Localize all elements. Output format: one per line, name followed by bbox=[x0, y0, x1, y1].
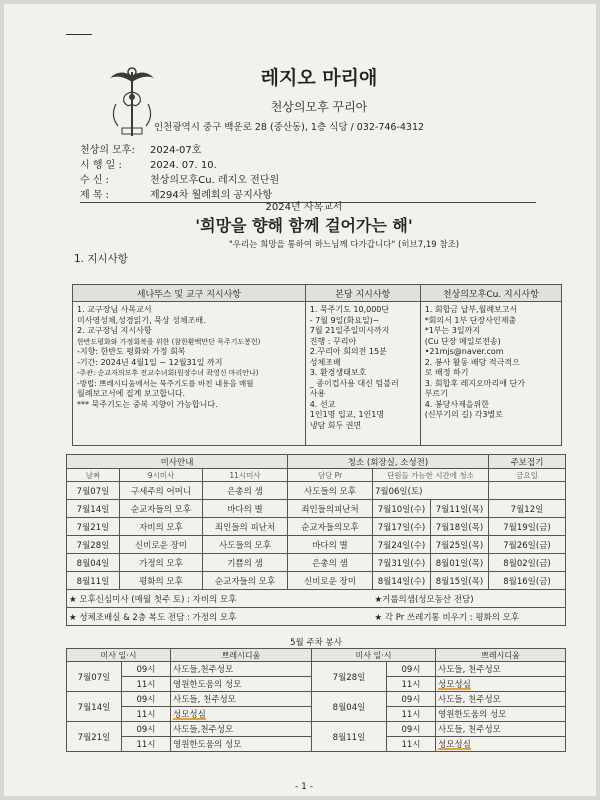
directive-line: 2. 봉사 활동 배당 적극적으 bbox=[424, 357, 520, 367]
service-group: 영원한도움의 성모 bbox=[171, 677, 312, 692]
service-time: 11시 bbox=[387, 737, 436, 752]
directive-line: -지향: 한반도 평화와 가정 회복 bbox=[77, 347, 186, 356]
motto-main: '희망을 향해 함께 걸어가는 해' bbox=[195, 216, 413, 235]
note-row bbox=[67, 590, 566, 608]
table-cell: 순교자들의 모후 bbox=[120, 500, 203, 518]
table-row bbox=[67, 554, 566, 572]
column-header: 단원들 가능한 시간에 청소 bbox=[373, 469, 489, 482]
address-line: 인천광역시 중구 백운로 28 (중산동), 1층 식당 / 032-746-4312 bbox=[154, 122, 425, 133]
email-link[interactable]: •21mjs@naver.com bbox=[424, 347, 504, 356]
table-cell bbox=[489, 482, 566, 500]
directive-line: 4. 봉당사제을위한 bbox=[424, 399, 489, 409]
directive-line: 3. 회합후 레지오마리애 단가 bbox=[424, 378, 525, 388]
memo-value: 2024-07호 bbox=[150, 145, 202, 156]
service-time: 11시 bbox=[387, 707, 436, 722]
table-cell bbox=[431, 482, 489, 500]
column-header: 본당 지시사항 bbox=[305, 285, 420, 302]
directive-line: (Cu 단장 메일로전송) bbox=[424, 336, 501, 346]
table-cell: 7월07일 bbox=[67, 482, 120, 500]
directive-line: -기간: 2024년 4월1일 ~ 12월31일 까지 bbox=[77, 357, 223, 367]
note-cell: ★ 모후신심미사 (매월 첫주 토) : 자비의 모후 bbox=[67, 590, 373, 608]
table-cell: 바다의 별 bbox=[288, 536, 373, 554]
service-time: 11시 bbox=[387, 677, 436, 692]
directive-line: 2. 교구장님 지시사항 bbox=[77, 326, 152, 335]
table-cell: 8월01일(목) bbox=[431, 554, 489, 572]
service-group: 사도들, 천주성모 bbox=[436, 662, 566, 677]
table-row bbox=[67, 536, 566, 554]
service-group: 영원한도움의 성모 bbox=[436, 707, 566, 722]
table-cell: 자비의 모후 bbox=[120, 518, 203, 536]
service-time: 09시 bbox=[122, 722, 171, 737]
service-time: 09시 bbox=[387, 722, 436, 737]
note-cell: ★거룹의샘(성모동산 전담) bbox=[373, 590, 566, 608]
service-group: 사도들,천주성모 bbox=[171, 662, 312, 677]
legio-logo bbox=[106, 64, 158, 140]
table-cell: 8월15일(목) bbox=[431, 572, 489, 590]
table-cell: 신비로운 장미 bbox=[120, 536, 203, 554]
diocese-directives bbox=[73, 302, 306, 446]
table-cell: 기쁨의 샘 bbox=[203, 554, 288, 572]
directive-line: 1인1명 입교, 1인1명 bbox=[309, 410, 385, 419]
curia-directives bbox=[420, 302, 561, 446]
service-date: 7월28일 bbox=[312, 662, 387, 692]
table-cell: 죄인들의 피난처 bbox=[203, 518, 288, 536]
memo-value: 2024. 07. 10. bbox=[150, 160, 217, 171]
memo-row bbox=[80, 141, 400, 156]
directive-line: 3. 환경생태보호 bbox=[309, 368, 367, 377]
table-cell: 7월24일(수) bbox=[373, 536, 431, 554]
directive-line: -방법: 쁘레시디움에서는 묵주기도를 바친 내용을 매월 bbox=[77, 378, 254, 388]
table-cell: 8월14일(수) bbox=[373, 572, 431, 590]
table-cell: 구세주의 어머니 bbox=[120, 482, 203, 500]
directive-line: *** 묵주기도는 중복 지향이 가능합니다. bbox=[77, 399, 218, 409]
table-cell: 7월26일(금) bbox=[489, 536, 566, 554]
directive-line: 로 배정 하기 bbox=[424, 368, 469, 377]
table-cell: 은총의 샘 bbox=[203, 482, 288, 500]
table-cell: 8월02일(금) bbox=[489, 554, 566, 572]
column-header: 천상의모후Cu. 지시사항 bbox=[420, 285, 561, 302]
directive-line: *회의서 1부 단장사인제출 bbox=[424, 315, 517, 325]
table-cell: 8월04일 bbox=[67, 554, 120, 572]
service-schedule-table bbox=[66, 636, 566, 752]
memo-label: 제 목 : bbox=[80, 190, 110, 201]
service-time: 11시 bbox=[122, 677, 171, 692]
directive-line: 1. 교구장님 사목교서 bbox=[77, 305, 152, 314]
column-header: 쁘레시디움 bbox=[436, 649, 566, 662]
service-time: 09시 bbox=[122, 662, 171, 677]
directive-line: 2.꾸리아 회의전 15분 bbox=[309, 347, 387, 356]
service-date: 8월04일 bbox=[312, 692, 387, 722]
directive-line: 부르기 bbox=[424, 389, 448, 398]
column-header: 11시미사 bbox=[203, 469, 288, 482]
table-row bbox=[67, 572, 566, 590]
page-number: - 1 - bbox=[295, 782, 313, 792]
directive-line: 한반도평화와 가정회복을 위한 (참한환백만단 묵주기도봉헌) bbox=[77, 337, 261, 346]
service-date: 7월14일 bbox=[67, 692, 122, 722]
table-cell: 7월14일 bbox=[67, 500, 120, 518]
table-cell: 7월31일(수) bbox=[373, 554, 431, 572]
memo-row bbox=[80, 156, 400, 171]
service-date: 7월07일 bbox=[67, 662, 122, 692]
table-cell: 평화의 모후 bbox=[120, 572, 203, 590]
document-page bbox=[4, 4, 596, 796]
memo-label: 시 행 일 : bbox=[80, 160, 122, 171]
note-row bbox=[67, 608, 566, 626]
service-time: 09시 bbox=[387, 662, 436, 677]
table-cell: 8월16일(금) bbox=[489, 572, 566, 590]
memo-row bbox=[80, 186, 400, 201]
table-row bbox=[67, 518, 566, 536]
table-cell: 7월25일(목) bbox=[431, 536, 489, 554]
service-title-row bbox=[67, 636, 566, 649]
document-title: 레지오 마리애 bbox=[260, 67, 378, 89]
table-cell: 7월28일 bbox=[67, 536, 120, 554]
column-header: 9시미사 bbox=[120, 469, 203, 482]
group-header-row bbox=[67, 455, 566, 469]
directive-line: _ 종이컵사용 대신 텀블러 bbox=[309, 378, 399, 388]
directive-line: 성체조배 bbox=[309, 357, 341, 367]
directive-line: 미사영성체,성경읽기, 묵상 성체조배. bbox=[77, 315, 206, 325]
table-row bbox=[67, 662, 566, 677]
memo-value: 제294차 월례회의 공지사항 bbox=[150, 190, 273, 201]
group-header: 청소 (회장실, 소성전) bbox=[288, 455, 489, 469]
directive-line: 월례보고서에 집계 보고합니다. bbox=[77, 389, 186, 398]
service-group: 사도들,천주성모 bbox=[171, 722, 312, 737]
service-date: 7월21일 bbox=[67, 722, 122, 752]
directive-line: 1. 묵주기도 10,000단 bbox=[309, 305, 390, 314]
column-header: 미사 일·시 bbox=[312, 649, 436, 662]
table-cell: 7월17일(수) bbox=[373, 518, 431, 536]
table-row bbox=[67, 500, 566, 518]
table-cell: 7월11일(목) bbox=[431, 500, 489, 518]
column-header: 담당 Pr bbox=[288, 469, 373, 482]
service-group: 사도들, 천주성모 bbox=[171, 692, 312, 707]
column-header: 세나뚜스 및 교구 지시사항 bbox=[73, 285, 306, 302]
directives-body-row bbox=[73, 302, 562, 446]
service-date: 8월11일 bbox=[312, 722, 387, 752]
motto-sub: "우리는 희망을 통하여 하느님께 다가갑니다" (히브7,19 참조) bbox=[228, 240, 460, 250]
service-group: 사도들, 천주성모 bbox=[436, 722, 566, 737]
directive-line: -주관: 순교자의모후 전교수녀회(원장수녀 곽영신 마리안나) bbox=[77, 369, 259, 377]
column-header: 미사 일·시 bbox=[67, 649, 171, 662]
table-row bbox=[67, 722, 566, 737]
parish-directives bbox=[305, 302, 420, 446]
table-cell: 8월11일 bbox=[67, 572, 120, 590]
table-cell: 7월18일(목) bbox=[431, 518, 489, 536]
group-header: 미사안내 bbox=[67, 455, 288, 469]
service-time: 09시 bbox=[122, 692, 171, 707]
service-group: 성모성심 bbox=[436, 737, 566, 752]
service-group: 영원한도움의 성모 bbox=[171, 737, 312, 752]
service-group: 성모성심 bbox=[171, 707, 312, 722]
motto-kicker: 2024년 사목교서 bbox=[265, 202, 343, 213]
memo-block bbox=[80, 141, 400, 201]
table-cell: 순교자들의모후 bbox=[288, 518, 373, 536]
memo-label: 천상의 모후: bbox=[80, 145, 135, 156]
memo-value: 천상의모후Cu. 레지오 전단원 bbox=[150, 175, 280, 186]
table-row bbox=[67, 692, 566, 707]
service-header-row bbox=[67, 649, 566, 662]
service-group: 사도들, 천주성모 bbox=[436, 692, 566, 707]
table-cell: 7월19일(금) bbox=[489, 518, 566, 536]
section-heading: 1. 지시사항 bbox=[74, 253, 128, 265]
column-header: 금요일 bbox=[489, 469, 566, 482]
table-row bbox=[67, 482, 566, 500]
service-time: 09시 bbox=[387, 692, 436, 707]
directives-header-row bbox=[73, 285, 562, 302]
table-cell: 사도들의 모후 bbox=[203, 536, 288, 554]
memo-row bbox=[80, 171, 400, 186]
service-time: 11시 bbox=[122, 737, 171, 752]
directive-line: 진행 : 꾸리아 bbox=[309, 336, 357, 346]
document-subtitle: 천상의모후 꾸리아 bbox=[270, 100, 368, 114]
table-cell: 7월21일 bbox=[67, 518, 120, 536]
directive-line: - 7월 9일(화요일)~ bbox=[309, 315, 380, 325]
service-time: 11시 bbox=[122, 707, 171, 722]
mass-schedule-table bbox=[66, 454, 566, 626]
memo-label: 수 신 : bbox=[80, 175, 110, 186]
column-header: 날짜 bbox=[67, 469, 120, 482]
table-cell: 7월06일(토) bbox=[373, 482, 431, 500]
sub-header-row bbox=[67, 469, 566, 482]
table-cell: 신비로운 장미 bbox=[288, 572, 373, 590]
column-header: 쁘레시디움 bbox=[171, 649, 312, 662]
service-title: 5월 주차 봉사 bbox=[290, 638, 342, 648]
service-group: 성모성심 bbox=[436, 677, 566, 692]
table-cell: 7월12일 bbox=[489, 500, 566, 518]
corner-mark bbox=[66, 34, 92, 35]
table-cell: 사도들의 모후 bbox=[288, 482, 373, 500]
note-cell: ★ 성체조배실 & 2층 복도 전담 : 가정의 모후 bbox=[67, 608, 373, 626]
directive-line: *1부는 3일까지 bbox=[424, 326, 481, 335]
table-cell: 7월10일(수) bbox=[373, 500, 431, 518]
directive-line: 1. 회합금 납부,월례보고서 bbox=[424, 305, 518, 314]
directive-line: (신부기의 길) 각3별로 bbox=[424, 410, 503, 419]
directive-line: 냉담 회두 권면 bbox=[309, 420, 362, 430]
table-cell: 순교자들의 모후 bbox=[203, 572, 288, 590]
table-cell: 죄인들의피난처 bbox=[288, 500, 373, 518]
group-header: 주보접기 bbox=[489, 455, 566, 469]
table-cell: 은총의 샘 bbox=[288, 554, 373, 572]
note-cell: ★ 각 Pr 쓰레기통 비우기 : 평화의 모후 bbox=[373, 608, 566, 626]
table-cell: 가정의 모후 bbox=[120, 554, 203, 572]
directive-line: 7월 21일주일미사까지 bbox=[309, 326, 390, 335]
directives-table bbox=[72, 284, 562, 446]
table-cell: 바다의 별 bbox=[203, 500, 288, 518]
directive-line: 4. 선교 bbox=[309, 399, 336, 409]
directive-line: 사용 bbox=[309, 389, 326, 398]
